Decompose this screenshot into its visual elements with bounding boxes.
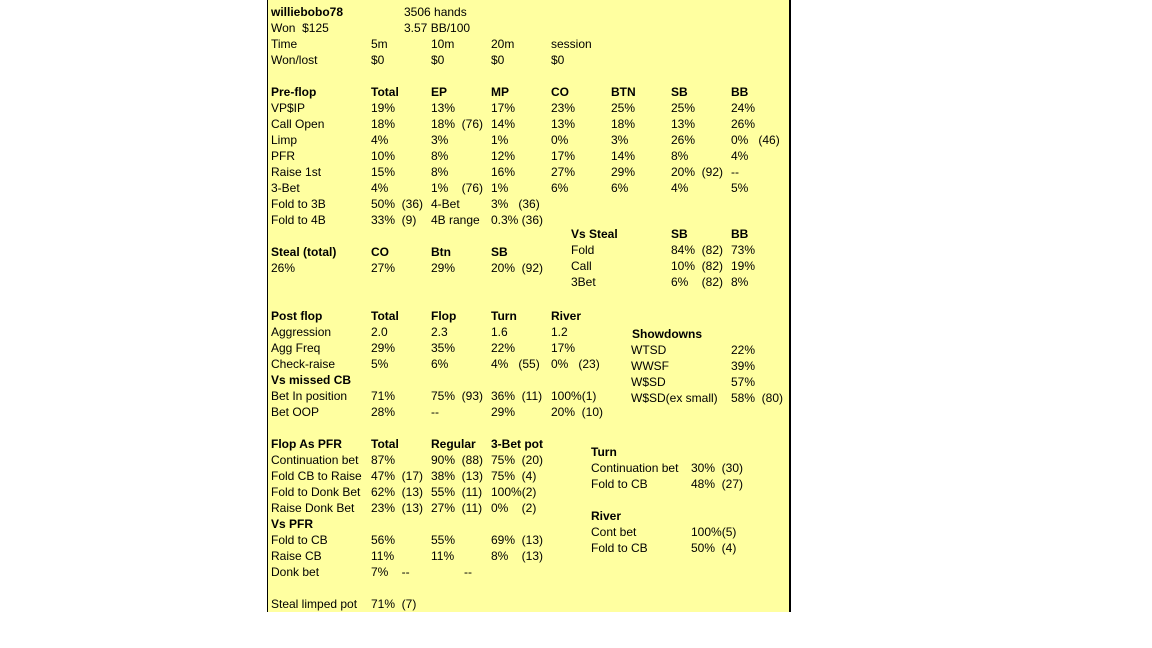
vs-steal-row-label: 3Bet bbox=[571, 275, 596, 289]
preflop-cell: 8% bbox=[671, 149, 689, 163]
preflop-row-label: VP$IP bbox=[271, 101, 306, 115]
four-bet-range-label: 4B range bbox=[431, 213, 480, 227]
vs-pfr-cell: 69% (13) bbox=[491, 533, 544, 547]
steal-title: Steal (total) bbox=[271, 245, 337, 259]
preflop-cell: 26% bbox=[731, 117, 756, 131]
wonlost-value: $0 bbox=[371, 53, 385, 67]
flop-pfr-cell: 100%(2) bbox=[491, 485, 537, 499]
wonlost-value: $0 bbox=[551, 53, 565, 67]
wonlost-value: $0 bbox=[431, 53, 445, 67]
preflop-cell: 3% bbox=[611, 133, 629, 147]
preflop-cell: 18% bbox=[611, 117, 636, 131]
preflop-cell: 3% bbox=[431, 133, 449, 147]
preflop-cell: 4% bbox=[371, 133, 389, 147]
preflop-cell: 15% bbox=[371, 165, 396, 179]
missed-cb-cell: 28% bbox=[371, 405, 396, 419]
fold-to-3b-value: 50% (36) bbox=[371, 197, 424, 211]
vs-steal-title: Vs Steal bbox=[571, 227, 618, 241]
missed-cb-row-label: Bet In position bbox=[271, 389, 348, 403]
vs-pfr-cell: 11% bbox=[371, 549, 395, 563]
showdown-value: 22% bbox=[731, 343, 756, 357]
vs-pfr-cell: 11% bbox=[431, 549, 455, 563]
steal-total: 26% bbox=[271, 261, 296, 275]
stats-panel bbox=[267, 0, 791, 612]
preflop-cell: 6% bbox=[551, 181, 569, 195]
preflop-cell: 13% bbox=[551, 117, 576, 131]
flop-pfr-cell: 23% (13) bbox=[371, 501, 424, 515]
time-label: Time bbox=[271, 37, 298, 51]
postflop-cell: 1.6 bbox=[491, 325, 508, 339]
postflop-title: Post flop bbox=[271, 309, 323, 323]
preflop-cell: 19% bbox=[371, 101, 396, 115]
preflop-cell: 23% bbox=[551, 101, 576, 115]
postflop-row-label: Check-raise bbox=[271, 357, 336, 371]
postflop-row-label: Agg Freq bbox=[271, 341, 321, 355]
preflop-cell: 6% bbox=[611, 181, 629, 195]
vs-steal-cell: 10% (82) bbox=[671, 259, 724, 273]
turn-row-label: Continuation bet bbox=[591, 461, 679, 475]
postflop-cell: 0% (23) bbox=[551, 357, 600, 371]
river-row-label: Fold to CB bbox=[591, 541, 648, 555]
vs-pfr-cell: 8% (13) bbox=[491, 549, 544, 563]
river-row-label: Cont bet bbox=[591, 525, 637, 539]
steal-limped-value: 71% (7) bbox=[371, 597, 417, 611]
steal-col: Btn bbox=[431, 245, 451, 259]
postflop-cell: 4% (55) bbox=[491, 357, 540, 371]
wonlost-value: $0 bbox=[491, 53, 505, 67]
flop-pfr-cell: 55% (11) bbox=[431, 485, 483, 499]
vs-pfr-cell: 56% bbox=[371, 533, 396, 547]
showdown-value: 57% bbox=[731, 375, 756, 389]
preflop-cell: 1% (76) bbox=[431, 181, 484, 195]
flop-pfr-cell: 27% (11) bbox=[431, 501, 483, 515]
postflop-col: Total bbox=[371, 309, 399, 323]
preflop-cell: 10% bbox=[371, 149, 396, 163]
missed-cb-cell: 71% bbox=[371, 389, 396, 403]
postflop-col: Flop bbox=[431, 309, 457, 323]
flop-pfr-cell: 75% (20) bbox=[491, 453, 544, 467]
showdown-label: W$SD(ex small) bbox=[631, 391, 718, 405]
fold-to-4b-value: 33% (9) bbox=[371, 213, 417, 227]
postflop-cell: 2.3 bbox=[431, 325, 448, 339]
bb-per-100: 3.57 BB/100 bbox=[404, 21, 471, 35]
vs-steal-cell: 73% bbox=[731, 243, 756, 257]
preflop-cell: 8% bbox=[431, 149, 449, 163]
postflop-cell: 6% bbox=[431, 357, 449, 371]
preflop-row-label: Raise 1st bbox=[271, 165, 322, 179]
preflop-cell: -- bbox=[731, 165, 739, 179]
preflop-title: Pre-flop bbox=[271, 85, 317, 99]
time-col: 5m bbox=[371, 37, 388, 51]
preflop-cell: 25% bbox=[671, 101, 696, 115]
showdown-label: WTSD bbox=[631, 343, 667, 357]
missed-cb-row-label: Bet OOP bbox=[271, 405, 320, 419]
postflop-cell: 2.0 bbox=[371, 325, 388, 339]
preflop-cell: 18% bbox=[371, 117, 396, 131]
postflop-cell: 5% bbox=[371, 357, 389, 371]
showdowns-title: Showdowns bbox=[632, 327, 702, 341]
flop-pfr-row-label: Fold to Donk Bet bbox=[271, 485, 361, 499]
vs-pfr-row-label: Donk bet bbox=[271, 565, 320, 579]
turn-row-label: Fold to CB bbox=[591, 477, 648, 491]
time-col: session bbox=[551, 37, 592, 51]
flop-pfr-col: Regular bbox=[431, 437, 476, 451]
vs-steal-cell: 6% (82) bbox=[671, 275, 724, 289]
preflop-cell: 4% bbox=[731, 149, 749, 163]
preflop-col: SB bbox=[671, 85, 688, 99]
flop-pfr-cell: 90% (88) bbox=[431, 453, 484, 467]
postflop-cell: 29% bbox=[371, 341, 396, 355]
preflop-cell: 27% bbox=[551, 165, 576, 179]
four-bet-value: 3% (36) bbox=[491, 197, 540, 211]
postflop-cell: 22% bbox=[491, 341, 516, 355]
preflop-cell: 0% (46) bbox=[731, 133, 780, 147]
vs-pfr-title: Vs PFR bbox=[271, 517, 314, 531]
river-row-value: 50% (4) bbox=[691, 541, 737, 555]
preflop-row-label: Call Open bbox=[271, 117, 325, 131]
steal-value: 29% bbox=[431, 261, 456, 275]
four-bet-label: 4-Bet bbox=[431, 197, 460, 211]
flop-pfr-title: Flop As PFR bbox=[271, 437, 342, 451]
preflop-cell: 1% bbox=[491, 133, 509, 147]
steal-value: 20% (92) bbox=[491, 261, 544, 275]
preflop-cell: 12% bbox=[491, 149, 516, 163]
missed-cb-cell: -- bbox=[431, 405, 439, 419]
vs-pfr-cell: 55% bbox=[431, 533, 456, 547]
vs-pfr-cell: 7% -- bbox=[371, 565, 410, 579]
flop-pfr-cell: 38% (13) bbox=[431, 469, 484, 483]
flop-pfr-cell: 75% (4) bbox=[491, 469, 537, 483]
preflop-cell: 13% bbox=[671, 117, 696, 131]
showdown-value: 39% bbox=[731, 359, 756, 373]
preflop-cell: 0% bbox=[551, 133, 569, 147]
flop-pfr-row-label: Fold CB to Raise bbox=[271, 469, 362, 483]
turn-row-value: 48% (27) bbox=[691, 477, 744, 491]
steal-col: SB bbox=[491, 245, 508, 259]
steal-value: 27% bbox=[371, 261, 396, 275]
time-col: 10m bbox=[431, 37, 455, 51]
preflop-cell: 24% bbox=[731, 101, 756, 115]
preflop-cell: 29% bbox=[611, 165, 636, 179]
preflop-cell: 5% bbox=[731, 181, 749, 195]
four-bet-range-value: 0.3% (36) bbox=[491, 213, 544, 227]
flop-pfr-row-label: Raise Donk Bet bbox=[271, 501, 355, 515]
river-row-value: 100%(5) bbox=[691, 525, 737, 539]
flop-pfr-cell: 47% (17) bbox=[371, 469, 424, 483]
preflop-col: BTN bbox=[611, 85, 636, 99]
vs-steal-cell: 19% bbox=[731, 259, 756, 273]
preflop-cell: 14% bbox=[611, 149, 636, 163]
flop-pfr-cell: 0% (2) bbox=[491, 501, 537, 515]
preflop-col: Total bbox=[371, 85, 399, 99]
preflop-cell: 4% bbox=[371, 181, 389, 195]
preflop-row-label: Limp bbox=[271, 133, 298, 147]
missed-cb-cell: 29% bbox=[491, 405, 516, 419]
vs-pfr-row-label: Raise CB bbox=[271, 549, 322, 563]
turn-title: Turn bbox=[591, 445, 617, 459]
postflop-cell: 17% bbox=[551, 341, 576, 355]
flop-pfr-col: 3-Bet pot bbox=[491, 437, 543, 451]
missed-cb-cell: 100%(1) bbox=[551, 389, 597, 403]
steal-col: CO bbox=[371, 245, 389, 259]
postflop-cell: 1.2 bbox=[551, 325, 568, 339]
preflop-cell: 26% bbox=[671, 133, 696, 147]
showdown-label: WWSF bbox=[631, 359, 669, 373]
preflop-cell: 17% bbox=[551, 149, 576, 163]
preflop-cell: 4% bbox=[671, 181, 689, 195]
postflop-col: Turn bbox=[491, 309, 517, 323]
preflop-row-label: 3-Bet bbox=[271, 181, 300, 195]
flop-pfr-cell: 87% bbox=[371, 453, 396, 467]
preflop-col: CO bbox=[551, 85, 569, 99]
preflop-cell: 8% bbox=[431, 165, 449, 179]
missed-cb-cell: 75% (93) bbox=[431, 389, 484, 403]
fold-to-3b-label: Fold to 3B bbox=[271, 197, 326, 211]
fold-to-4b-label: Fold to 4B bbox=[271, 213, 326, 227]
missed-cb-cell: 20% (10) bbox=[551, 405, 604, 419]
preflop-cell: 1% bbox=[491, 181, 509, 195]
showdown-label: W$SD bbox=[631, 375, 666, 389]
time-col: 20m bbox=[491, 37, 515, 51]
wonlost-label: Won/lost bbox=[271, 53, 318, 67]
preflop-col: EP bbox=[431, 85, 448, 99]
preflop-cell: 25% bbox=[611, 101, 636, 115]
preflop-cell: 17% bbox=[491, 101, 516, 115]
preflop-cell: 20% (92) bbox=[671, 165, 724, 179]
turn-row-value: 30% (30) bbox=[691, 461, 744, 475]
vs-steal-row-label: Call bbox=[571, 259, 592, 273]
vs-steal-col: SB bbox=[671, 227, 688, 241]
flop-pfr-cell: 62% (13) bbox=[371, 485, 424, 499]
postflop-cell: 35% bbox=[431, 341, 456, 355]
vs-missed-cb-title: Vs missed CB bbox=[271, 373, 352, 387]
won-amount: Won $125 bbox=[271, 21, 329, 35]
steal-limped-label: Steal limped pot bbox=[271, 597, 358, 611]
preflop-cell: 18% (76) bbox=[431, 117, 484, 131]
vs-pfr-row-label: Fold to CB bbox=[271, 533, 328, 547]
postflop-row-label: Aggression bbox=[271, 325, 332, 339]
vs-pfr-cell: -- bbox=[464, 565, 472, 579]
flop-pfr-row-label: Continuation bet bbox=[271, 453, 359, 467]
preflop-cell: 14% bbox=[491, 117, 516, 131]
postflop-col: River bbox=[551, 309, 582, 323]
showdown-value: 58% (80) bbox=[731, 391, 784, 405]
vs-steal-row-label: Fold bbox=[571, 243, 595, 257]
preflop-cell: 13% bbox=[431, 101, 456, 115]
river-title: River bbox=[591, 509, 622, 523]
preflop-col: BB bbox=[731, 85, 749, 99]
player-name: williebobo78 bbox=[271, 5, 344, 19]
vs-steal-cell: 84% (82) bbox=[671, 243, 724, 257]
vs-steal-cell: 8% bbox=[731, 275, 749, 289]
preflop-col: MP bbox=[491, 85, 509, 99]
preflop-row-label: PFR bbox=[271, 149, 295, 163]
preflop-cell: 16% bbox=[491, 165, 516, 179]
vs-steal-col: BB bbox=[731, 227, 749, 241]
missed-cb-cell: 36% (11) bbox=[491, 389, 543, 403]
hands-count: 3506 hands bbox=[404, 5, 467, 19]
flop-pfr-col: Total bbox=[371, 437, 399, 451]
